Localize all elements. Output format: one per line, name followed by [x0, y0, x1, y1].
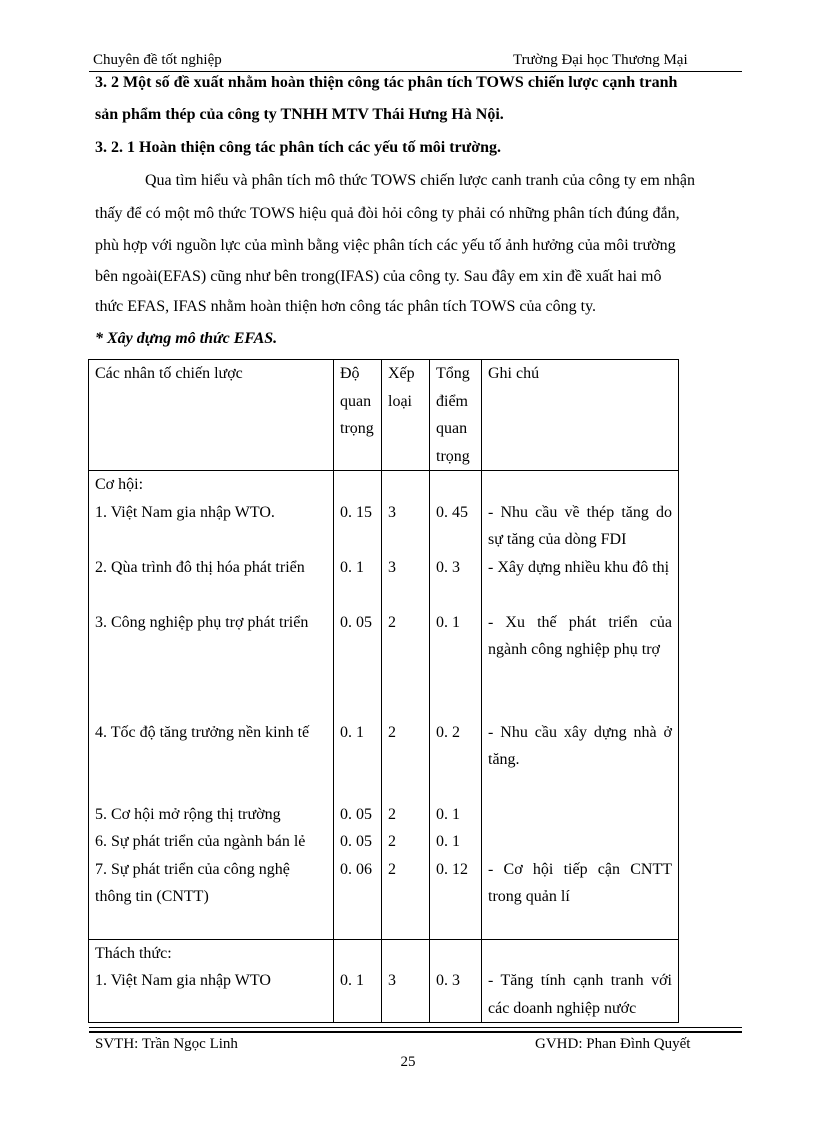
- opp-rating: 2: [388, 860, 396, 878]
- opp-weight: 0. 05: [340, 833, 372, 850]
- opp-rating: 2: [388, 613, 396, 631]
- opp-note: - Xây dựng nhiều khu đô thị: [488, 558, 670, 576]
- page-number: 25: [400, 1054, 416, 1070]
- paragraph-line-4: bên ngoài(EFAS) cũng như bên trong(IFAS) của công ty. Sau đây em xin đề xuất hai mô: [95, 268, 662, 285]
- header-left: Chuyên đề tốt nghiệp: [93, 52, 222, 68]
- header-factors: Các nhân tố chiến lược: [89, 360, 334, 471]
- threats-notes: [482, 939, 679, 1023]
- section-title-line-1: 3. 2 Một số đề xuất nhằm hoàn thiện công tác phân tích TOWS chiến lược cạnh tranh: [95, 74, 678, 91]
- opp-factor: 3. Công nghiệp phụ trợ phát triển: [95, 613, 309, 631]
- opp-note: - Xu thế phát triển của ngành công nghiệp phụ trợ: [488, 613, 672, 658]
- footer-rule-thick: [89, 1031, 742, 1033]
- threat-note: - Tăng tính cạnh tranh với các doanh nghiệp nước: [488, 972, 672, 1017]
- opportunities-factors: [89, 471, 334, 940]
- opp-weight: 0. 15: [340, 503, 372, 521]
- opp-rating: 2: [388, 833, 396, 850]
- opp-score: 0. 1: [436, 833, 460, 850]
- footer-left: SVTH: Trần Ngọc Linh: [95, 1036, 238, 1052]
- header-rating: Xếp loại: [382, 360, 430, 471]
- table-caption: * Xây dựng mô thức EFAS.: [95, 330, 278, 347]
- opp-note: [488, 801, 672, 829]
- opp-weight: 0. 1: [340, 723, 364, 741]
- opp-score: 0. 1: [436, 613, 460, 631]
- opportunities-row: [89, 471, 679, 940]
- paragraph-line-3: phù hợp với nguồn lực của mình bằng việc phân tích các yếu tố ảnh hưởng của môi trường: [95, 237, 676, 254]
- paragraph-line-1: Qua tìm hiểu và phân tích mô thức TOWS chiến lược canh tranh của công ty em nhận: [145, 172, 695, 189]
- opp-weight: 0. 1: [340, 558, 364, 576]
- opp-factor: 5. Cơ hội mở rộng thị trường: [95, 805, 281, 823]
- efas-table: [88, 359, 679, 1023]
- threat-factor: 1. Việt Nam gia nhập WTO: [95, 972, 271, 989]
- opp-weight: 0. 05: [340, 613, 372, 631]
- opp-weight: 0. 06: [340, 860, 372, 878]
- opp-rating: 2: [388, 723, 396, 741]
- opp-note: [488, 828, 672, 856]
- opp-factor: 4. Tốc độ tăng trưởng nền kinh tế: [95, 723, 310, 741]
- threat-score: 0. 3: [436, 972, 460, 989]
- opportunities-label: Cơ hội:: [95, 476, 144, 493]
- threats-label: Thách thức:: [95, 944, 172, 962]
- opportunities-weights: [334, 471, 382, 940]
- paragraph-line-2: thấy để có một mô thức TOWS hiệu quả đòi hỏi công ty phải có những phân tích đúng đắn,: [95, 205, 680, 222]
- opp-score: 0. 12: [436, 860, 468, 878]
- section-title-line-2: sản phẩm thép của công ty TNHH MTV Thái Hưng Hà Nội.: [95, 106, 504, 123]
- header-note: Ghi chú: [482, 360, 679, 471]
- opp-factor: 1. Việt Nam gia nhập WTO.: [95, 503, 275, 521]
- header-rule: [89, 71, 742, 72]
- opp-rating: 3: [388, 503, 396, 521]
- table-header-row: [89, 360, 679, 471]
- threats-ratings: [382, 939, 430, 1023]
- opp-note: - Nhu cầu về thép tăng do sự tăng của dòng FDI: [488, 503, 672, 548]
- opportunities-notes: [482, 471, 679, 940]
- opp-score: 0. 2: [436, 723, 460, 741]
- threats-row: [89, 939, 679, 1023]
- opportunities-scores: [430, 471, 482, 940]
- opp-score: 0. 1: [436, 805, 460, 823]
- opp-rating: 3: [388, 558, 396, 576]
- paragraph-line-5: thức EFAS, IFAS nhằm hoàn thiện hơn công tác phân tích TOWS của công ty.: [95, 298, 597, 315]
- subsection-title: 3. 2. 1 Hoàn thiện công tác phân tích các yếu tố môi trường.: [95, 139, 502, 156]
- opp-rating: 2: [388, 805, 396, 823]
- threats-factors: [89, 939, 334, 1023]
- opp-note: - Cơ hội tiếp cận CNTT trong quản lí: [488, 860, 672, 905]
- opp-weight: 0. 05: [340, 805, 372, 823]
- opp-note: - Nhu cầu xây dựng nhà ở tăng.: [488, 723, 672, 768]
- opp-score: 0. 45: [436, 503, 468, 521]
- threat-rating: 3: [388, 972, 396, 989]
- threats-scores: [430, 939, 482, 1023]
- opp-factor: 7. Sự phát triển của công nghệ thông tin (CNTT): [95, 860, 290, 905]
- threats-weights: [334, 939, 382, 1023]
- header-right: Trường Đại học Thương Mại: [513, 52, 688, 68]
- opportunities-ratings: [382, 471, 430, 940]
- header-score: Tổng điểm quan trọng: [430, 360, 482, 471]
- footer-right: GVHD: Phan Đình Quyết: [535, 1036, 691, 1052]
- header-weight: Độ quan trọng: [334, 360, 382, 471]
- footer-rule-thin: [89, 1027, 742, 1028]
- opp-score: 0. 3: [436, 558, 460, 576]
- opp-factor: 2. Qùa trình đô thị hóa phát triển: [95, 558, 305, 576]
- threat-weight: 0. 1: [340, 972, 364, 989]
- opp-factor: 6. Sự phát triển của ngành bán lẻ: [95, 833, 306, 850]
